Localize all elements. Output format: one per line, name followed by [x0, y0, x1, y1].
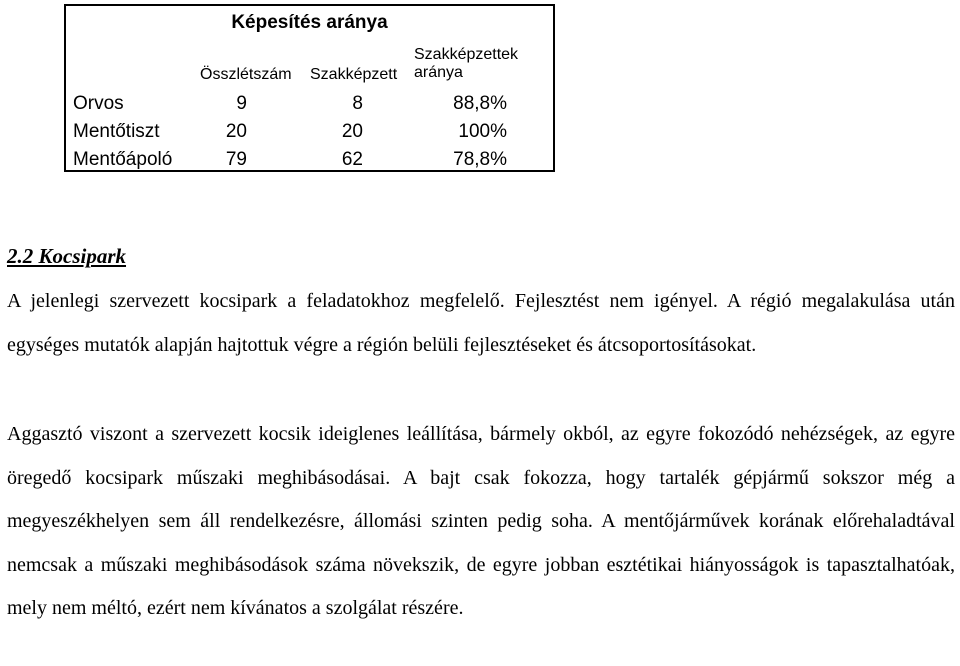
- table-row: [66, 90, 553, 118]
- header-trained: Szakképzett: [310, 66, 398, 83]
- header-ratio-line2: aránya: [414, 64, 463, 81]
- header-ratio-line1: Szakképzettek: [414, 46, 519, 63]
- table-title: Képesítés aránya: [231, 12, 388, 33]
- table-row: [66, 118, 553, 146]
- cell-total: 9: [236, 93, 247, 114]
- table-row: [66, 146, 553, 174]
- cell-trained: 62: [341, 149, 363, 170]
- section-heading: 2.2 Kocsipark: [7, 244, 127, 268]
- qualification-table: [64, 4, 555, 172]
- cell-total: 20: [225, 121, 247, 142]
- paragraph-fleet-status: A jelenlegi szervezett kocsipark a feladatokhoz megfelelő. Fejlesztést nem igényel. A régió megalakulása után egységes mutatók alapján hajtottuk végre a régión belüli fejlesztéseket és átcsoportosításokat.: [7, 290, 955, 356]
- header-total: Összlétszám: [200, 66, 292, 83]
- cell-name: Mentőtiszt: [73, 121, 160, 142]
- cell-ratio: 88,8%: [453, 93, 507, 114]
- paragraph-fleet-problems: Aggasztó viszont a szervezett kocsik ideiglenes leállítása, bármely okból, az egyre fokozódó nehézségek, az egyre öregedő kocsipark műszaki meghibásodásai. A bajt csak fokozza, hogy tartalék gépjármű sokszor még a megyeszékhelyen sem áll rendelkezésre, állomási szinten pedig soha. A mentőjárművek korának előrehaladtával nemcsak a műszaki meghibásodások száma növekszik, de egyre jobban esztétikai hiányosságok is tapasztalhatóak, mely nem méltó, ezért nem kívánatos a szolgálat részére.: [7, 423, 955, 619]
- cell-total: 79: [225, 149, 247, 170]
- cell-ratio: 100%: [458, 121, 507, 142]
- cell-trained: 8: [352, 93, 363, 114]
- header-ratio: [414, 46, 518, 82]
- cell-name: Mentőápoló: [73, 149, 173, 170]
- cell-name: Orvos: [73, 93, 124, 114]
- cell-ratio: 78,8%: [453, 149, 507, 170]
- cell-trained: 20: [341, 121, 363, 142]
